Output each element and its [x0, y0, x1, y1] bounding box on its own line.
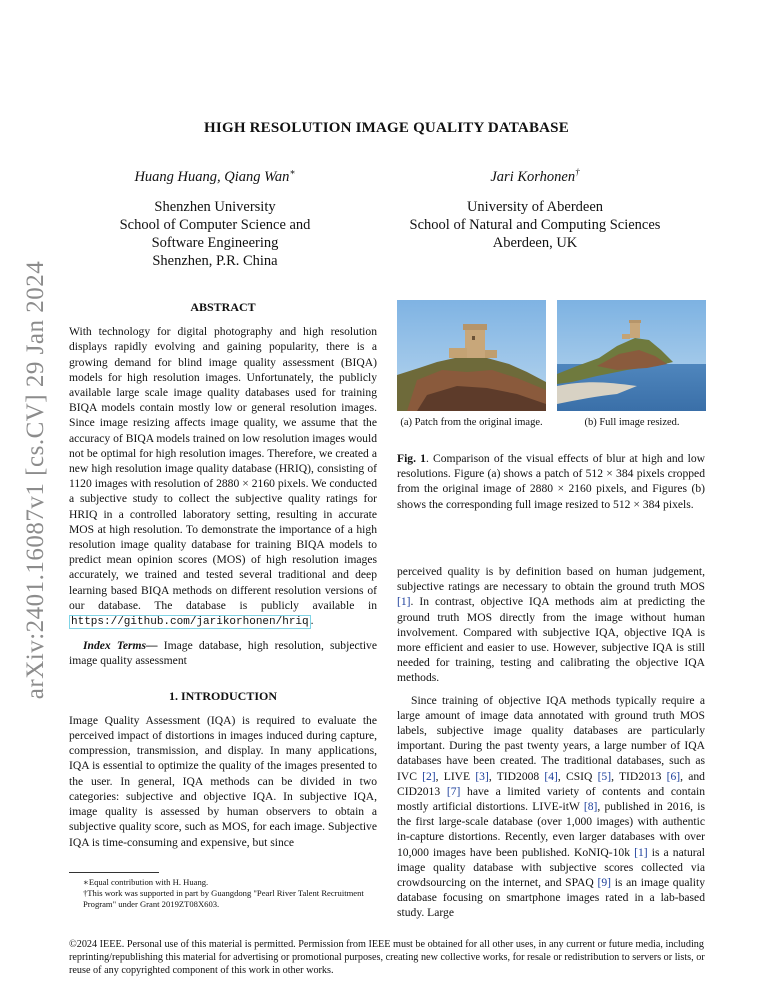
affiliation-line: School of Natural and Computing Sciences [409, 216, 661, 233]
right-paragraph-2: Since training of objective IQA methods typically require a large amount of image data annotated with ground truth MOS labels, subjective image quality databases are particularly important. During the past twenty years, a large number of IQA databases have been created. The traditional databases, such as IVC [2], LIVE [3], TID2008 [4], CSIQ [5], TID2013 [6], and CID2013 [7] have a limited variety of contents and contain mostly artificial distortions. LIVE-itW [8], published in 2016, is the first large-scale database (over 1,000 images) with authentic in-capture distortions. Recently, even larger databases with over 10,000 images have been published. KoNIQ-10k [1] is a natural image quality database with subjective scores collected via crowdsourcing on the internet, and SPAQ [9] is an image quality database focusing on smartphone images rated in a lab-based study. Large [397, 693, 705, 920]
subcaption-a: (a) Patch from the original image. [400, 417, 543, 428]
citation-link[interactable]: [1] [397, 595, 411, 609]
footnotes [69, 872, 377, 910]
citation-link[interactable]: [8] [583, 800, 598, 814]
affiliation-line: Shenzhen, P.R. China [152, 252, 278, 269]
footnote-equal-contribution: ∗Equal contribution with H. Huang. [83, 877, 209, 887]
citation-link[interactable]: [2] [422, 769, 436, 783]
figure-caption: Fig. 1. Comparison of the visual effects of blur at high and low resolutions. Figure (a) shows a patch of 512 × 384 pixels cropped from the original image of 2880 × 2160 pixels, and Figures (b) shows the corresponding full image resized to 512 × 384 pixels. [397, 452, 705, 511]
citation-link[interactable]: [3] [475, 769, 489, 783]
affiliation-line: Aberdeen, UK [492, 234, 578, 251]
footnote-support: †This work was supported in part by Guangdong "Pearl River Talent Recruitment Program" under Grant 2019ZT08X603. [83, 888, 364, 909]
figure-image-patch [397, 300, 546, 411]
footnote-rule [69, 872, 159, 873]
author-mark-right: † [575, 167, 580, 177]
affiliation-line: School of Computer Science and [119, 216, 311, 233]
affiliation-line: University of Aberdeen [466, 198, 604, 215]
left-column [69, 300, 377, 850]
citation-link[interactable]: [5] [597, 769, 612, 783]
index-terms-label: Index Terms— [83, 639, 158, 653]
author-block-right [395, 163, 675, 252]
arxiv-sidebar [16, 260, 56, 700]
repository-link[interactable]: https://github.com/jarikorhonen/hriq [71, 616, 309, 629]
author-block-left [90, 163, 340, 270]
author-mark-left: ∗ [289, 167, 296, 177]
subcaption-b: (b) Full image resized. [584, 417, 680, 428]
affiliation-line: Software Engineering [151, 234, 279, 251]
affiliation-line: Shenzhen University [154, 198, 276, 215]
right-paragraph-1: perceived quality is by definition based on human judgement, subjective ratings are necessary to obtain the ground truth MOS [1]. In contrast, objective IQA methods aim at predicting the ground truth MOS directly from the image without human involvement. Compared with subjective IQA, objective IQA is more efficient and easier to use. However, subjective IQA is still needed for training, testing and calibrating the objective IQA methods. [397, 565, 705, 685]
citation-link[interactable]: [1] [634, 845, 648, 859]
intro-paragraph: Image Quality Assessment (IQA) is required to evaluate the perceived impact of distortions in images induced during capture, compression, transmission, and display. In many applications, IQA is essential to optimize the quality of the images presented to the user. In general, IQA methods can be divided in two categories: subjective and objective IQA. In subjective IQA, image quality is assessed by human observers to obtain a subjective quality score, such as MOS, for each image. Subjective IQA is time-consuming and expensive, but since [69, 713, 377, 849]
figure-label: Fig. 1 [397, 452, 426, 465]
abstract-text: With technology for digital photography and high resolution displays rapidly evolving and gaining popularity, there is a growing demand for blind image quality assessment (BIQA) models for high resolution images. Unfortunately, the publicly available large scale image quality databases used for training BIQA models contain mostly low or general resolution images. Since image resizing affects image quality, we assume that the accuracy of BIQA models trained on low resolution images would not be optimal for high resolution images. Therefore, we created a new high resolution image quality database (HRIQ), consisting of 1120 images with resolution of 2880 × 2160 pixels. We conducted a subjective study to collect the subjective quality ratings for HRIQ in a controlled laboratory setting, resulting in accurate MOS at high resolution. To demonstrate the importance of a high resolution image quality database for training BIQA models to predict mean opinion scores (MOS) of high resolution images accurately, we trained and tested several traditional and deep learning based BIQA methods on different resolution versions of our database. The database is publicly available in https://github.com/jarikorhonen/hriq . [69, 325, 377, 629]
citation-link[interactable]: [6] [666, 769, 681, 783]
citation-link[interactable]: [9] [597, 876, 611, 890]
figure-image-resized [557, 300, 706, 411]
index-terms: Index Terms— Image database, high resolution, subjective image quality assessment [69, 639, 377, 668]
citation-link[interactable]: [4] [544, 769, 558, 783]
citation-link[interactable]: [7] [446, 784, 461, 798]
right-column [397, 564, 705, 921]
paper-title: HIGH RESOLUTION IMAGE QUALITY DATABASE [204, 120, 569, 136]
section-heading-introduction: 1. INTRODUCTION [168, 688, 277, 703]
resized-photo [557, 300, 706, 411]
abstract-heading: ABSTRACT [190, 300, 256, 314]
author-names-left: Huang Huang, Qiang Wan∗ [134, 167, 296, 185]
arxiv-id: arXiv:2401.16087v1 [cs.CV] 29 Jan 2024 [22, 260, 49, 700]
patch-photo [397, 300, 546, 411]
author-names-right: Jari Korhonen† [490, 167, 580, 185]
copyright-notice: ©2024 IEEE. Personal use of this material is permitted. Permission from IEEE must be obtained for all other uses, in any current or future media, including reprinting/republishing this material for advertising or promotional purposes, creating new collective works, for resale or redistribution to servers or lists, or reuse of any copyrighted component of this work in other works. [69, 939, 705, 976]
